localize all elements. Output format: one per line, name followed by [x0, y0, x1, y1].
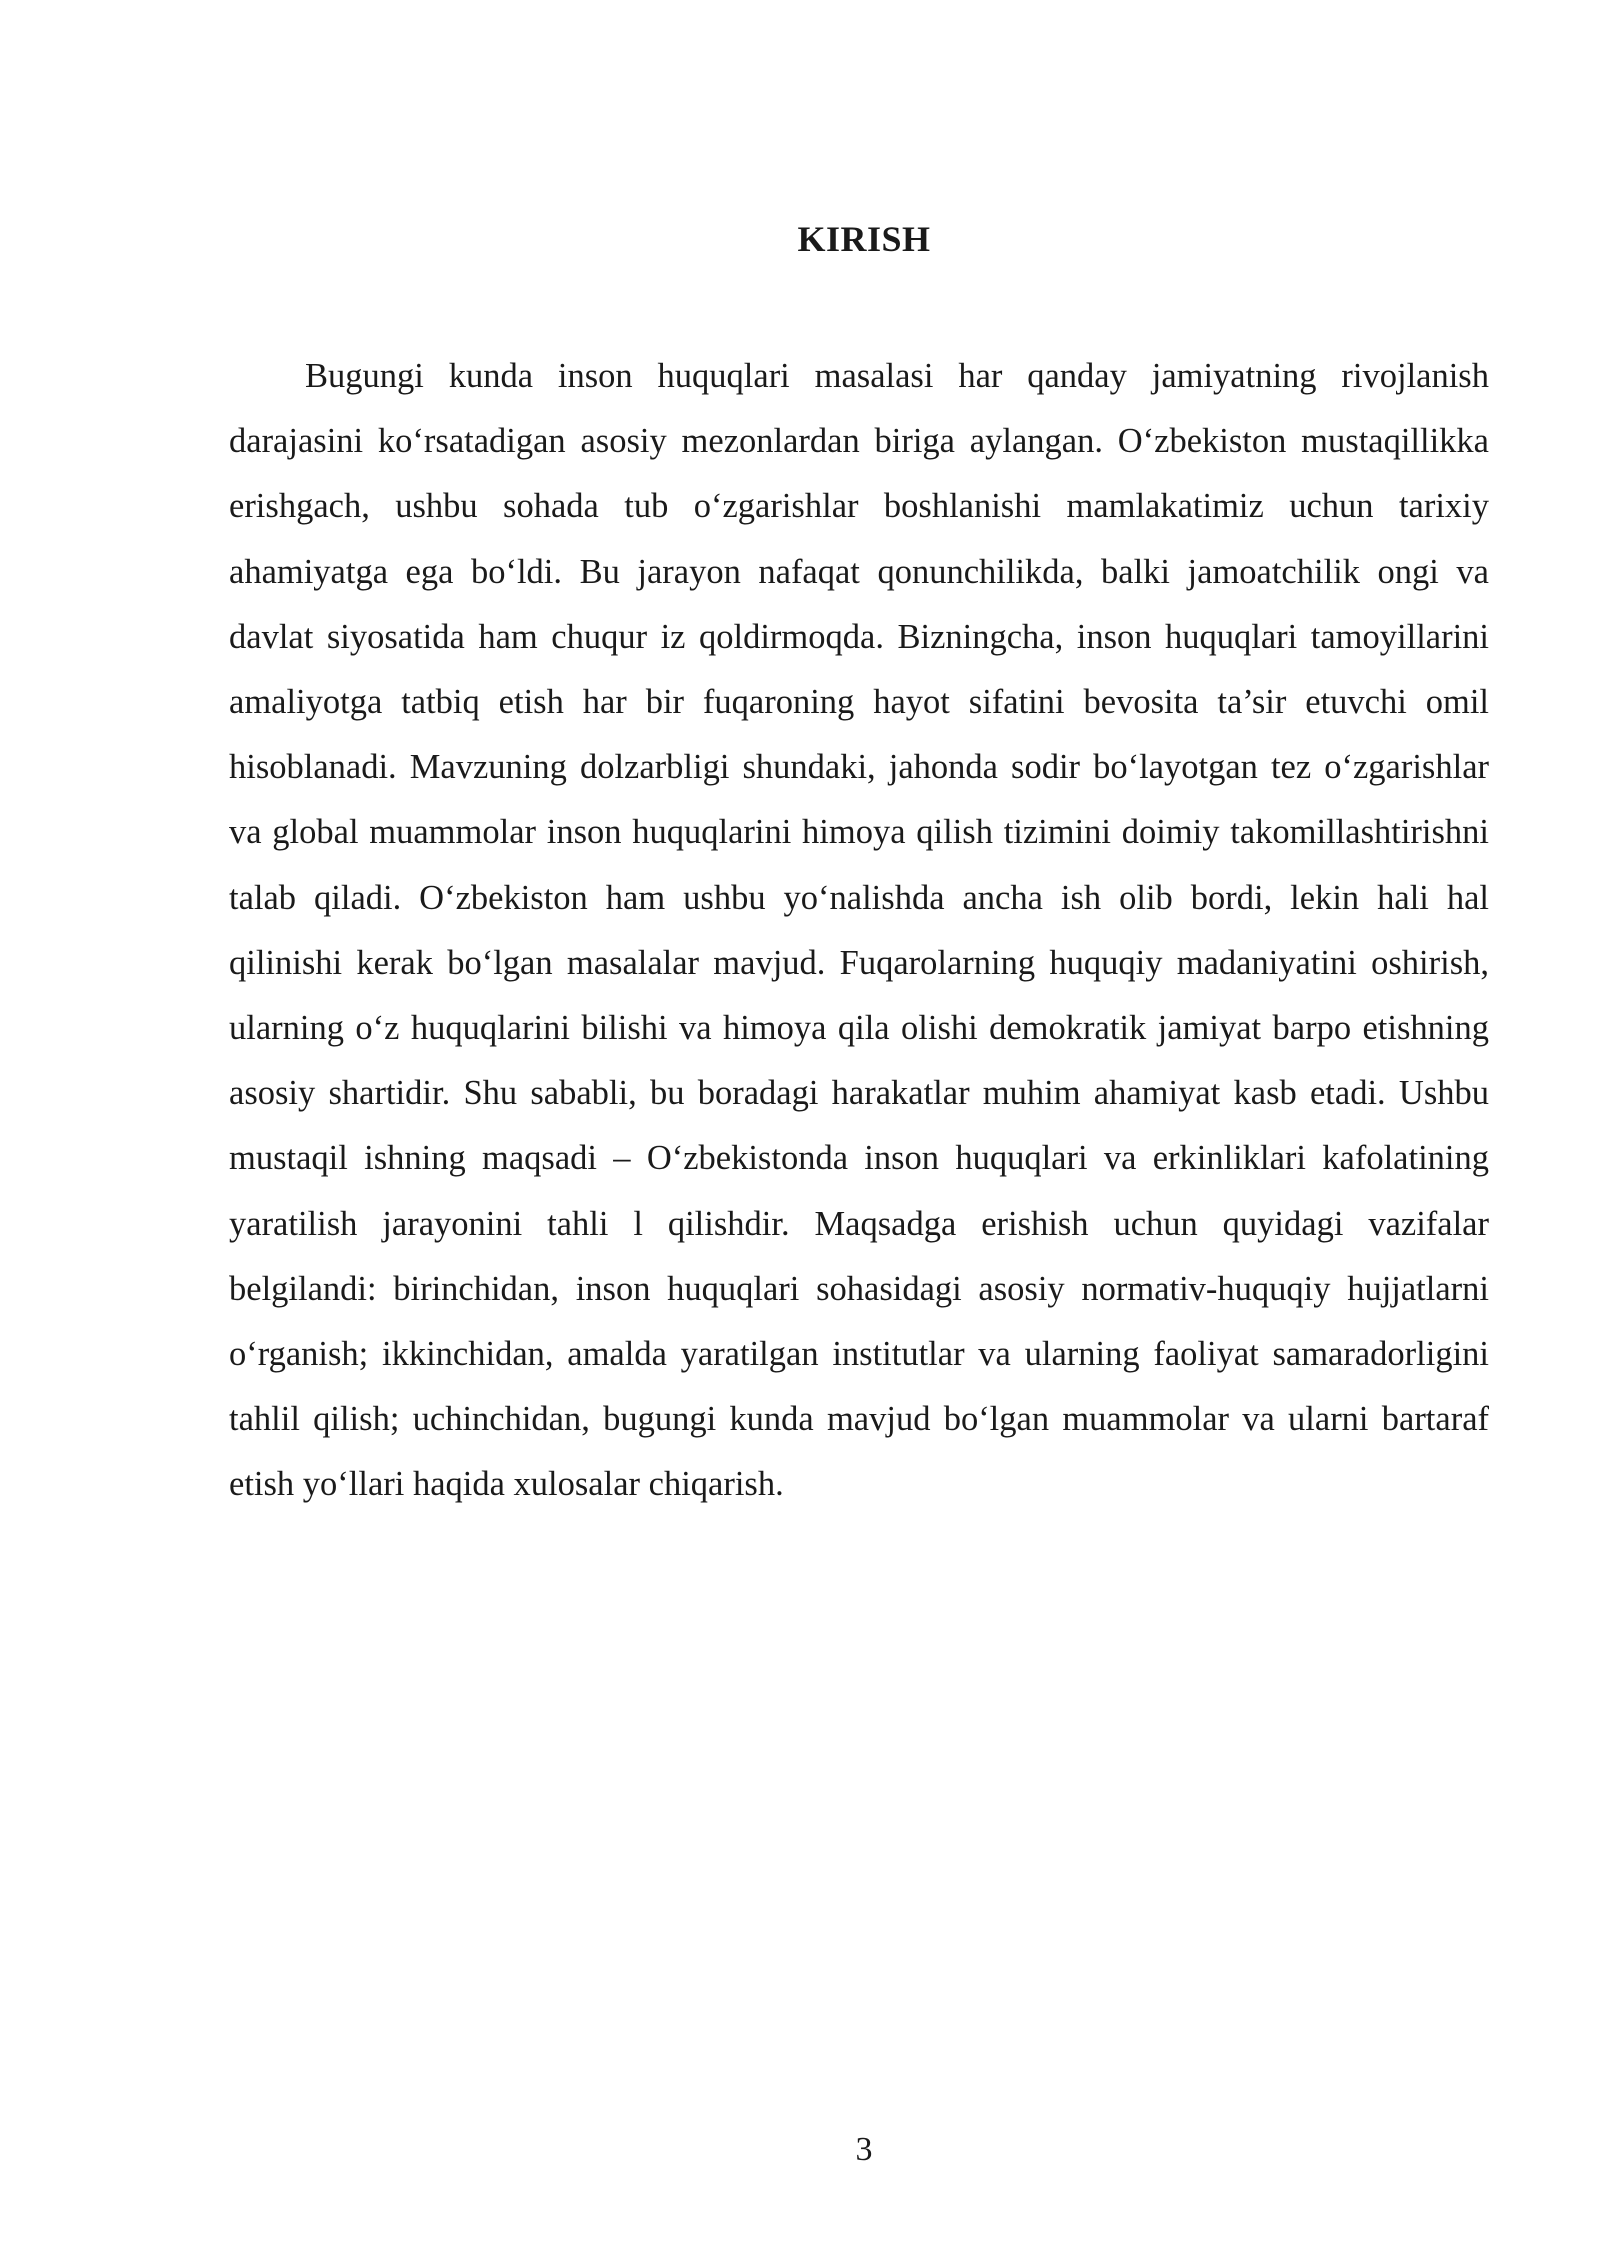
section-heading: KIRISH	[797, 219, 931, 259]
page-number: 3	[855, 2131, 873, 2168]
body-paragraph: Bugungi kunda inson huquqlari masalasi har qanday jamiyatning rivojlanish darajasini ko‘rsatadigan asosiy mezonlardan biriga aylangan. O‘zbekiston mustaqillikka erishgach, ushbu sohada tub o‘zgarishlar boshlanishi mamlakatimiz uchun tarixiy ahamiyatga ega bo‘ldi. Bu jarayon nafaqat qonunchilikda, balki jamoatchilik ongi va davlat siyosatida ham chuqur iz qoldirmoqda. Bizningcha, inson huquqlari tamoyillarini amaliyotga tatbiq etish har bir fuqaroning hayot sifatini bevosita ta’sir etuvchi omil hisoblanadi. Mavzuning dolzarbligi shundaki, jahonda sodir bo‘layotgan tez o‘zgarishlar va global muammolar inson huquqlarini himoya qilish tizimini doimiy takomillashtirishni talab qiladi. O‘zbekiston ham ushbu yo‘nalishda ancha ish olib bordi, lekin hali hal qilinishi kerak bo‘lgan masalalar mavjud. Fuqarolarning huquqiy madaniyatini oshirish, ularning o‘z huquqlarini bilishi va himoya qila olishi demokratik jamiyat barpo etishning asosiy shartidir. Shu sababli, bu boradagi harakatlar muhim ahamiyat kasb etadi. Ushbu mustaqil ishning maqsadi – O‘zbekistonda inson huquqlari va erkinliklari kafolatining yaratilish jarayonini tahli l qilishdir. Maqsadga erishish uchun quyidagi vazifalar belgilandi: birinchidan, inson huquqlari sohasidagi asosiy normativ-huquqiy hujjatlarni o‘rganish; ikkinchidan, amalda yaratilgan institutlar va ularning faoliyat samaradorligini tahlil qilish; uchinchidan, bugungi kunda mavjud bo‘lgan muammolar va ularni bartaraf etish yo‘llari haqida xulosalar chiqarish.	[229, 357, 1489, 1504]
